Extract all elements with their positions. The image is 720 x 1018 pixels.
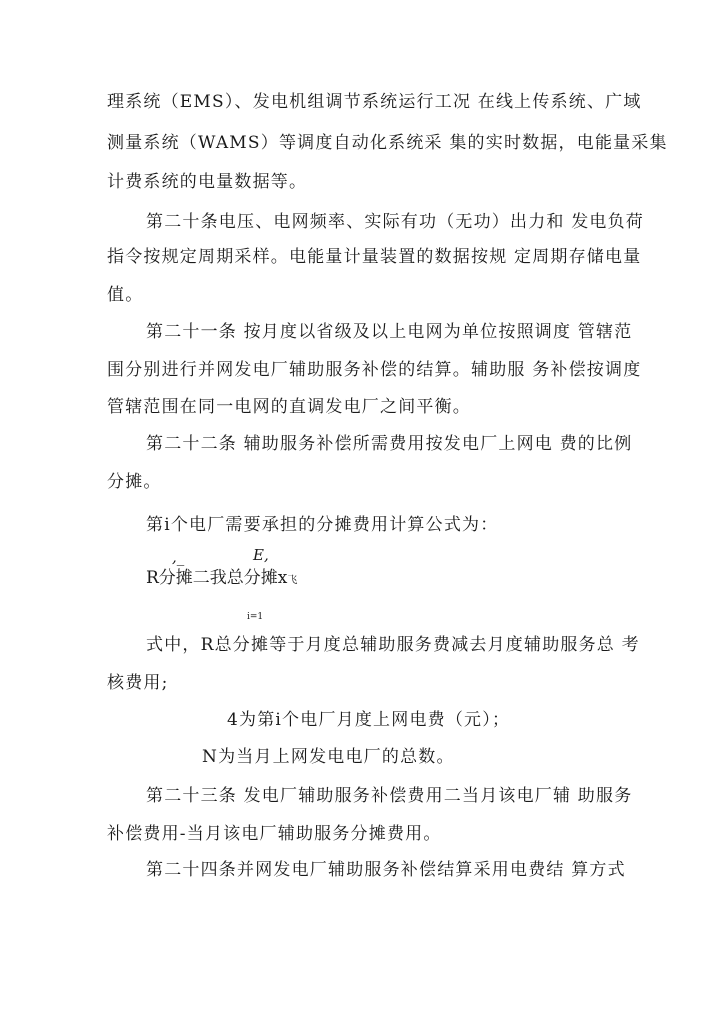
article-20-heading-line: 第二十条电压、电网频率、实际有功（无功）出力和 发电负荷 [146,212,645,232]
formula-top-left: ,_ [172,548,185,566]
variable-definition-n: N为当月上网发电电厂的总数。 [202,747,455,767]
text-line-11: 分摊。 [107,472,162,492]
text-line-19: 补偿费用-当月该电厂辅助服务分摊费用。 [107,824,442,844]
text-line-9: 管辖范围在同一电网的直调发电厂之间平衡。 [107,397,471,417]
formula-top-right: E, [253,546,269,564]
article-24-heading-line: 第二十四条并网发电厂辅助服务补偿结算采用电费结 算方式 [146,860,626,880]
text-line-15: 核费用; [107,673,169,693]
variable-definition-e: 4为第i个电厂月度上网电费（元）； [227,710,511,730]
text-line-8: 围分别进行并网发电厂辅助服务补偿的结算。辅助服 务补偿按调度 [107,360,642,380]
formula-main-small: 飞 [287,575,298,586]
text-line-1: 理系统（EMS）、发电机组调节系统运行工况 在线上传系统、广域 [107,92,642,112]
article-21-heading-line: 第二十一条 按月度以省级及以上电网为单位按照调度 管辖范 [146,322,633,342]
formula-intro-line: 第i个电厂需要承担的分摊费用计算公式为： [146,515,499,535]
text-line-6: 值。 [107,285,144,305]
formula-main-text: R分摊二我总分摊x [146,568,288,588]
formula-index: i=1 [247,612,264,622]
text-line-2: 测量系统（WAMS）等调度自动化系统采 集的实时数据，电能量采集 [107,133,668,153]
article-23-heading-line: 第二十三条 发电厂辅助服务补偿费用二当月该电厂辅 助服务 [146,786,633,806]
text-line-5: 指令按规定周期采样。电能量计量装置的数据按规 定周期存储电量 [107,247,642,267]
formula-explanation-line: 式中，R总分摊等于月度总辅助服务费减去月度辅助服务总 考 [146,635,640,655]
article-22-heading-line: 第二十二条 辅助服务补偿所需费用按发电厂上网电 费的比例 [146,434,633,454]
text-line-3: 计费系统的电量数据等。 [107,172,308,192]
formula-main [146,568,297,591]
